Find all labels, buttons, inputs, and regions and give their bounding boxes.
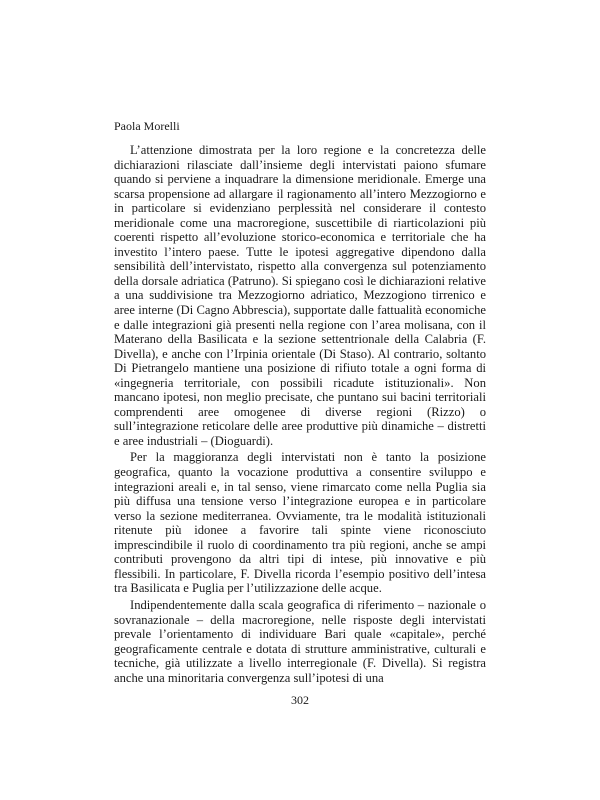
body-text — [114, 143, 486, 687]
paragraph-1: L’attenzione dimostrata per la loro regione e la concretezza delle dichiarazioni rilasciate dall’insieme degli intervistati paiono sfumare quando si perviene a inquadrare la dimensione meridionale. Emerge una scarsa propensione ad allargare il ragionamento all’intero Mezzogiorno e in particolare si evidenziano perplessità nel considerare il contesto meridionale come una macroregione, suscettibile di riarticolazioni più coerenti rispetto all’evoluzione storico-economica e territoriale che ha investito l’intero paese. Tutte le ipotesi aggregative dipendono dalla sensibilità dell’intervistato, rispetto alla convergenza sul potenziamento della dorsale adriatica (Patruno). Si spiegano così le dichiarazioni relative a una suddivisione tra Mezzogiorno adriatico, Mezzogiono tirrenico e aree interne (Di Cagno Abbrescia), supportate dalle fattualità economiche e dalle integrazioni già presenti nella regione con l’area molisana, con il Materano della Basilicata e la sezione settentrionale della Calabria (F. Divella), e anche con l’Irpinia orientale (Di Staso). Al contrario, soltanto Di Pietrangelo mantiene una posizione di rifiuto totale a ogni forma di «ingegneria territoriale, con possibili ricadute istituzionali». Non mancano ipotesi, non meglio precisate, che puntano sui bacini territoriali comprendenti aree omogenee di diverse regioni (Rizzo) o sull’integrazione reticolare delle aree produttive più dinamiche – distretti e aree industriali – (Dioguardi). — [114, 143, 486, 448]
running-head-author: Paola Morelli — [114, 119, 180, 133]
paragraph-2: Per la maggioranza degli intervistati non è tanto la posizione geografica, quanto la vocazione produttiva a consentire sviluppo e integrazioni areali e, in tal senso, viene rimarcato come nella Puglia sia più diffusa una tensione verso l’integrazione europea e in particolare verso la sezione mediterranea. Ovviamente, tra le modalità istituzionali ritenute più idonee a favorire tali spinte viene riconosciuto imprescindibile il ruolo di coordinamento tra più regioni, anche se ampi contributi provengono da altri tipi di intese, più innovative e più flessibili. In particolare, F. Divella ricorda l’esempio positivo dell’intesa tra Basilicata e Puglia per l’utilizzazione delle acque. — [114, 450, 486, 596]
paragraph-3: Indipendentemente dalla scala geografica di riferimento – nazionale o sovranazionale – della macroregione, nelle risposte degli intervistati prevale l’orientamento di individuare Bari quale «capitale», perché geograficamente centrale e dotata di strutture amministrative, culturali e tecniche, già utilizzate a livello interregionale (F. Divella). Si registra anche una minoritaria convergenza sull’ipotesi di una — [114, 597, 486, 685]
page-number: 302 — [291, 693, 309, 707]
